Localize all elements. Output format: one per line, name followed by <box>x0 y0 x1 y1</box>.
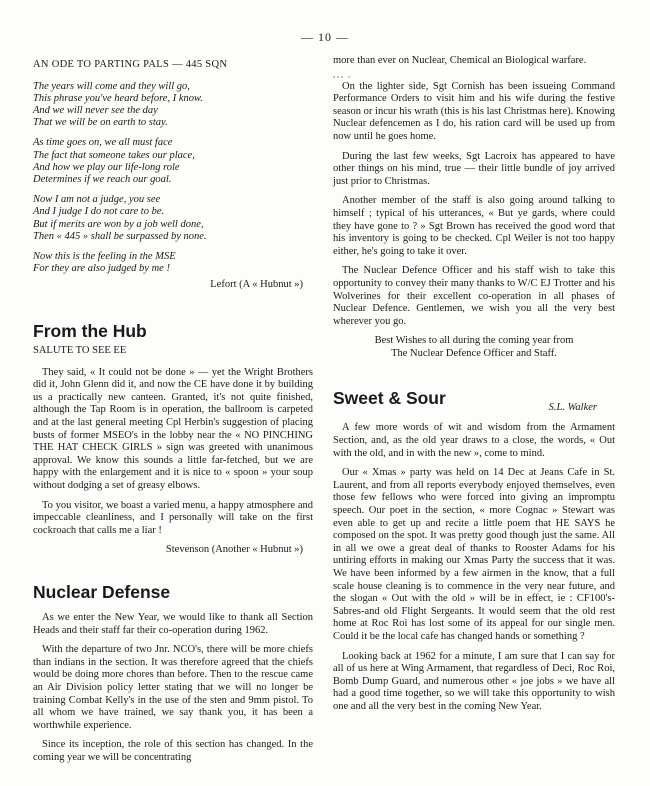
poem-line: For they are also judged by me ! <box>33 263 170 275</box>
sweet-sour-paragraph: Looking back at 1962 for a minute, I am sure that I can say for all of us here at Wing Armament, that regardless of Deci, Roc Roi, Bomb Dump Guard, and numerous other « joe jobs » we have all had a good time together, so we will take this opportunity to wish one and all the very best in the coming New Year. <box>333 650 615 712</box>
poem-line: Then « 445 » shall be surpassed by none. <box>33 230 207 242</box>
nuclear-paragraph: Since its inception, the role of this section has changed. In the coming year we will be concentrating <box>33 739 313 763</box>
right-column <box>333 55 615 721</box>
print-smudge: ᵃᵃᵃ ᵉ <box>333 73 353 82</box>
poem-line: And how we play our life-long role <box>33 161 180 173</box>
nuclear-closing-line: Best Wishes to all during the coming year from <box>374 335 574 347</box>
ode-stanza <box>33 137 313 186</box>
poem-line: And we will never see the day <box>33 105 158 116</box>
nuclear-continued-paragraph: During the last few weeks, Sgt Lacroix has appeared to have other things on his mind, true — their little bundle of joy arrived just prior to Christmas. <box>333 150 615 187</box>
nuclear-closing-line: The Nuclear Defence Officer and Staff. <box>391 347 557 359</box>
hub-signature: Stevenson (Another « Hubnut ») <box>165 544 303 556</box>
ode-signature: Lefort (A « Hubnut ») <box>210 279 303 291</box>
sweet-sour-paragraph: Our « Xmas » party was held on 14 Dec at Jeans Cafe in St. Laurent, and from all reports everybody enjoyed themselves, even those few fellows who were forced into giving an impromptu speech. Our poet in the section, « more Cognac » Stewart was even able to get up and recite a little poem that HE SAYS he composed on the spot. It was pretty good though just the same. All in all we owe a great deal of thanks to Rooster Adams for his untiring efforts in making our Xmas Party the success that it was. We have been informed by a few airmen in the know, that a full scale house cleaning is to commence in the very near future, and the slogan « Out with the old » will be in effect, ie : CF100's-Sabres-and old Flight Sergeants. It would seem that the old rest home at Roc Roi has lost some of its appeal for our single men. Could it be the local cafe has changed hands or something ? <box>333 467 615 642</box>
poem-line: This phrase you've heard before, I know. <box>33 92 203 104</box>
ode-stanza <box>33 194 313 243</box>
nuclear-continued-paragraph: Another member of the staff is also going around talking to himself ; typical of his utterances, « But ye gards, where could they have gone to ? » Sgt Brown has received the good word that his inventory is going to be checked. Cpl Weiler is not too happy either, he's going to take it over. <box>333 195 615 257</box>
poem-line: Now I am not a judge, you see <box>33 194 161 206</box>
poem-line: The years will come and they will go, <box>33 80 190 92</box>
nuclear-continued-paragraph: more than ever on Nuclear, Chemical an Biological warfare. <box>333 55 587 66</box>
poem-line: Now this is the feeling in the MSE <box>33 251 176 263</box>
hub-paragraph: To you visitor, we boast a varied menu, a happy atmosphere and impeccable cleanliness, and I personally will take on the first cockroach that calls me a liar ! <box>33 499 313 536</box>
hub-heading: From the Hub <box>33 321 147 342</box>
ode-stanza <box>33 81 313 130</box>
poem-line: The fact that someone takes our place, <box>33 149 195 161</box>
nuclear-continued-paragraph: The Nuclear Defence Officer and his staff wish to take this opportunity to convey their many thanks to W/C EJ Trotter and his Wolverines for their excellent co-operation in all phases of Nuclear Defence. Gentlemen, we wish you all the very best wherever you go. <box>333 265 615 327</box>
poem-line: That we will be on earth to stay. <box>33 117 168 129</box>
nuclear-paragraph: With the departure of two Jnr. NCO's, there will be more chiefs than indians in the section. It was therefore agreed that the chiefs would be doing more chores than before. Then to the rescue came an Air Division policy letter stating that we will no longer be training Combat Kelly's in the use of the sten and 9mm pistol. To all whom we have trained, we say thank you, it has been a worthwhile experience. <box>33 644 313 731</box>
sweet-sour-paragraph: A few more words of wit and wisdom from the Armament Section, and, as the old year draws to a close, the words, « Out with the old, and in with the new », come to mind. <box>333 422 615 459</box>
nuclear-heading: Nuclear Defense <box>33 581 171 602</box>
poem-line: As time goes on, we all must face <box>33 137 173 149</box>
hub-subheading: SALUTE TO SEE EE <box>33 345 127 357</box>
sweet-sour-byline: S.L. Walker <box>548 402 597 414</box>
hub-paragraph: They said, « It could not be done » — yet the Wright Brothers did it, John Glenn did it, and now the CE have done it by building us a practically new canteen. Granted, it's not quite finished, although the Tap Room is in operation, the ballroom is carpeted and at the last general meeting Cpl Herbin's suggestion of placing busts of former MSEO's in the lobby near the « NO PINCHING THE HAT CHECK GIRLS » sign was greeted with unanimous approval. We know this sounds a little far-fetched, but we are happy with the enlargement and it is nice to « spoon » your soup without dodging a set of greasy elbows. <box>33 366 313 491</box>
left-column <box>33 55 313 771</box>
nuclear-continued-paragraph: On the lighter side, Sgt Cornish has been issueing Command Performance Orders to visit him and his wife during the festive season or incur his wrath (this is his last Christmas here). Knowing Nuclear defencemen as I do, his ration card will be used up from now until he goes home. <box>333 80 615 142</box>
ode-stanza <box>33 251 313 275</box>
poem-line: But if merits are won by a job well done, <box>33 218 204 230</box>
page-number: — 10 — <box>301 30 349 44</box>
nuclear-paragraph: As we enter the New Year, we would like to thank all Section Heads and their staff far their co-operation during 1962. <box>33 611 313 636</box>
poem-line: Determines if we reach our goal. <box>33 174 172 186</box>
sweet-sour-heading: Sweet & Sour <box>333 388 446 409</box>
poem-line: And I judge I do not care to be. <box>33 206 165 218</box>
ode-title: AN ODE TO PARTING PALS — 445 SQN <box>33 59 228 70</box>
